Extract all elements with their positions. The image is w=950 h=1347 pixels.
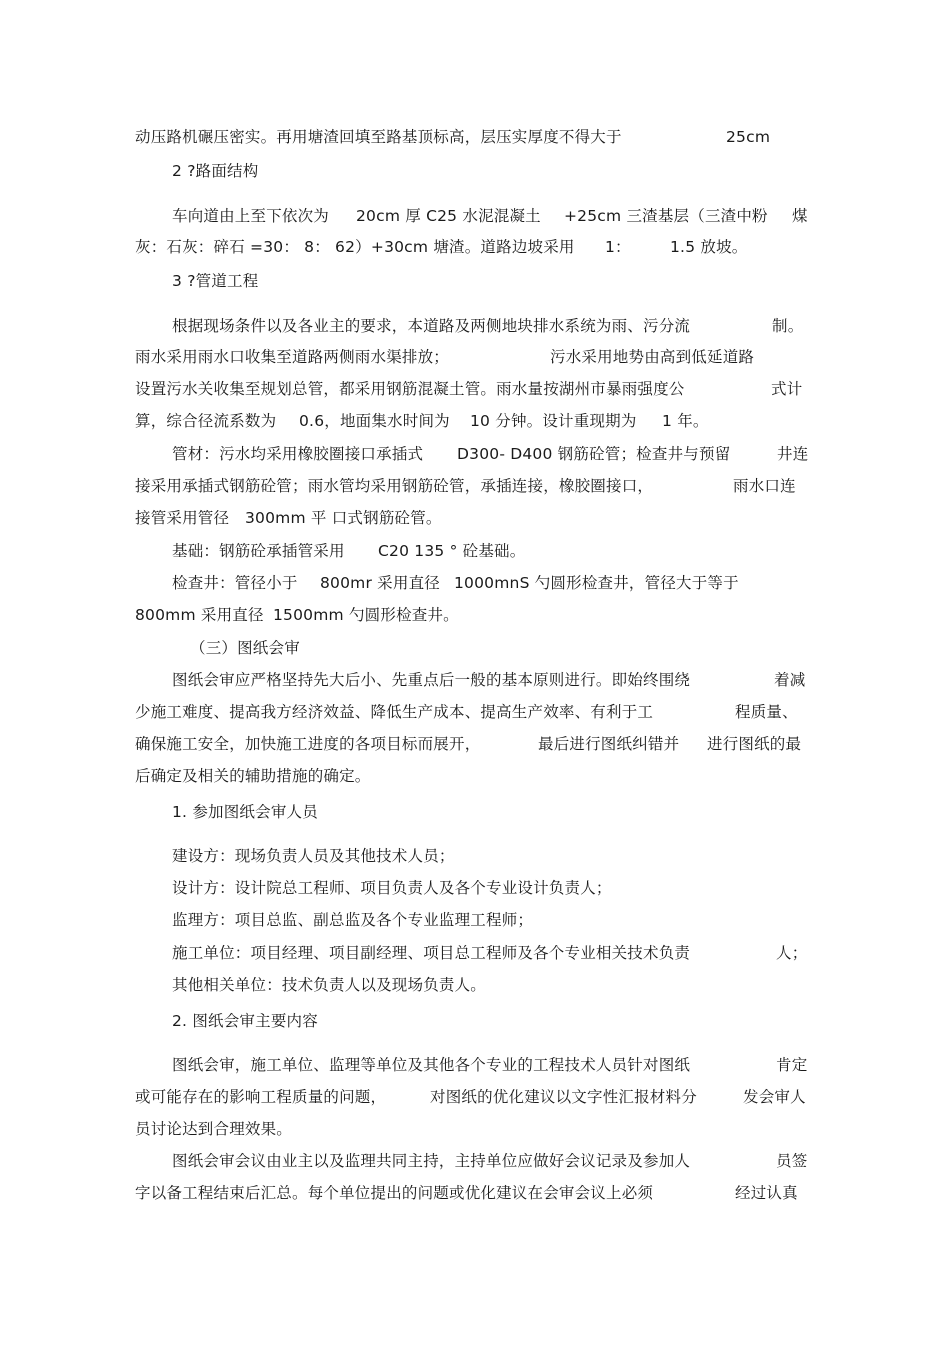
text-segment: 监理方：项目总监、副总监及各个专业监理工程师； [172, 911, 534, 929]
text-segment: 程质量、 [735, 703, 798, 721]
text-segment: 制。 [772, 317, 804, 335]
text-segment: 300mm 平 口式钢筋砼管。 [245, 509, 442, 527]
text-segment: 设计方：设计院总工程师、项目负责人及各个专业设计负责人； [172, 879, 612, 897]
text-segment: 1： [605, 238, 631, 256]
text-segment: 肯定 [776, 1056, 808, 1074]
text-segment: （三）图纸会审 [190, 639, 300, 657]
text-segment: 发会审人 [743, 1088, 806, 1106]
text-segment: 着减 [774, 671, 806, 689]
text-segment: 动压路机碾压密实。再用塘渣回填至路基顶标高，层压实厚度不得大于 [135, 128, 622, 146]
text-segment: 其他相关单位：技术负责人以及现场负责人。 [172, 976, 487, 994]
text-segment: 2. 图纸会审主要内容 [172, 1012, 318, 1030]
text-segment: 800mm 采用直径 [135, 606, 264, 624]
text-segment: 雨水采用雨水口收集至道路两侧雨水渠排放； [135, 348, 450, 366]
text-segment: 经过认真 [735, 1184, 798, 1202]
text-segment: 人； [776, 944, 808, 962]
text-segment: 接采用承插式钢筋砼管；雨水管均采用钢筋砼管，承插连接，橡胶圈接口， [135, 477, 654, 495]
text-segment: 管材：污水均采用橡胶圈接口承插式 [172, 445, 424, 463]
text-segment: 员讨论达到合理效果。 [135, 1120, 293, 1138]
text-segment: 灰：石灰：碎石 =30： 8： 62）+30cm 塘渣。道路边坡采用 [135, 238, 575, 256]
text-segment: D300- D400 钢筋砼管；检查井与预留 [457, 445, 731, 463]
text-segment: 25cm [726, 128, 771, 146]
text-segment: 基础：钢筋砼承插管采用 [172, 542, 345, 560]
text-segment: 字以备工程结束后汇总。每个单位提出的问题或优化建议在会审会议上必须 [135, 1184, 654, 1202]
text-segment: 井连 [777, 445, 809, 463]
text-segment: 1. 参加图纸会审人员 [172, 803, 318, 821]
text-segment: 0.6，地面集水时间为 [299, 412, 450, 430]
text-segment: +25cm 三渣基层（三渣中粉 [564, 207, 768, 225]
text-segment: 算，综合径流系数为 [135, 412, 277, 430]
text-segment: C20 135 ° 砼基础。 [378, 542, 526, 560]
text-segment: 800mr 采用直径 [320, 574, 440, 592]
text-segment: 员签 [776, 1152, 808, 1170]
text-segment: 式计 [771, 380, 803, 398]
text-segment: 施工单位：项目经理、项目副经理、项目总工程师及各个专业相关技术负责 [172, 944, 691, 962]
text-segment: 雨水口连 [733, 477, 796, 495]
text-segment: 少施工难度、提高我方经济效益、降低生产成本、提高生产效率、有利于工 [135, 703, 654, 721]
text-segment: 1500mm 勺圆形检查井。 [273, 606, 459, 624]
text-segment: 1.5 放坡。 [670, 238, 748, 256]
text-segment: 接管采用管径 [135, 509, 230, 527]
text-segment: 10 分钟。设计重现期为 [470, 412, 637, 430]
text-segment: 进行图纸的最 [707, 735, 802, 753]
text-segment: 2 ?路面结构 [172, 162, 259, 180]
text-segment: 煤 [792, 207, 808, 225]
text-segment: 确保施工安全，加快施工进度的各项目标而展开， [135, 735, 481, 753]
text-segment: 1 年。 [662, 412, 709, 430]
text-segment: 建设方：现场负责人员及其他技术人员； [172, 847, 455, 865]
text-segment: 设置污水关收集至规划总管，都采用钢筋混凝土管。雨水量按湖州市暴雨强度公 [135, 380, 685, 398]
text-segment: 对图纸的优化建议以文字性汇报材料分 [430, 1088, 697, 1106]
text-segment: 根据现场条件以及各业主的要求，本道路及两侧地块排水系统为雨、污分流 [172, 317, 691, 335]
text-segment: 3 ?管道工程 [172, 272, 259, 290]
text-segment: 最后进行图纸纠错并 [538, 735, 680, 753]
text-segment: 图纸会审应严格坚持先大后小、先重点后一般的基本原则进行。即始终围绕 [172, 671, 691, 689]
text-segment: 检查井：管径小于 [172, 574, 298, 592]
text-segment: 20cm 厚 C25 水泥混凝土 [356, 207, 541, 225]
text-segment: 后确定及相关的辅助措施的确定。 [135, 767, 371, 785]
text-segment: 图纸会审会议由业主以及监理共同主持，主持单位应做好会议记录及参加人 [172, 1152, 691, 1170]
text-segment: 图纸会审，施工单位、监理等单位及其他各个专业的工程技术人员针对图纸 [172, 1056, 691, 1074]
text-segment: 或可能存在的影响工程质量的问题， [135, 1088, 387, 1106]
text-segment: 污水采用地势由高到低延道路 [550, 348, 755, 366]
text-segment: 1000mnS 勺圆形检查井，管径大于等于 [454, 574, 739, 592]
text-segment: 车向道由上至下依次为 [172, 207, 330, 225]
